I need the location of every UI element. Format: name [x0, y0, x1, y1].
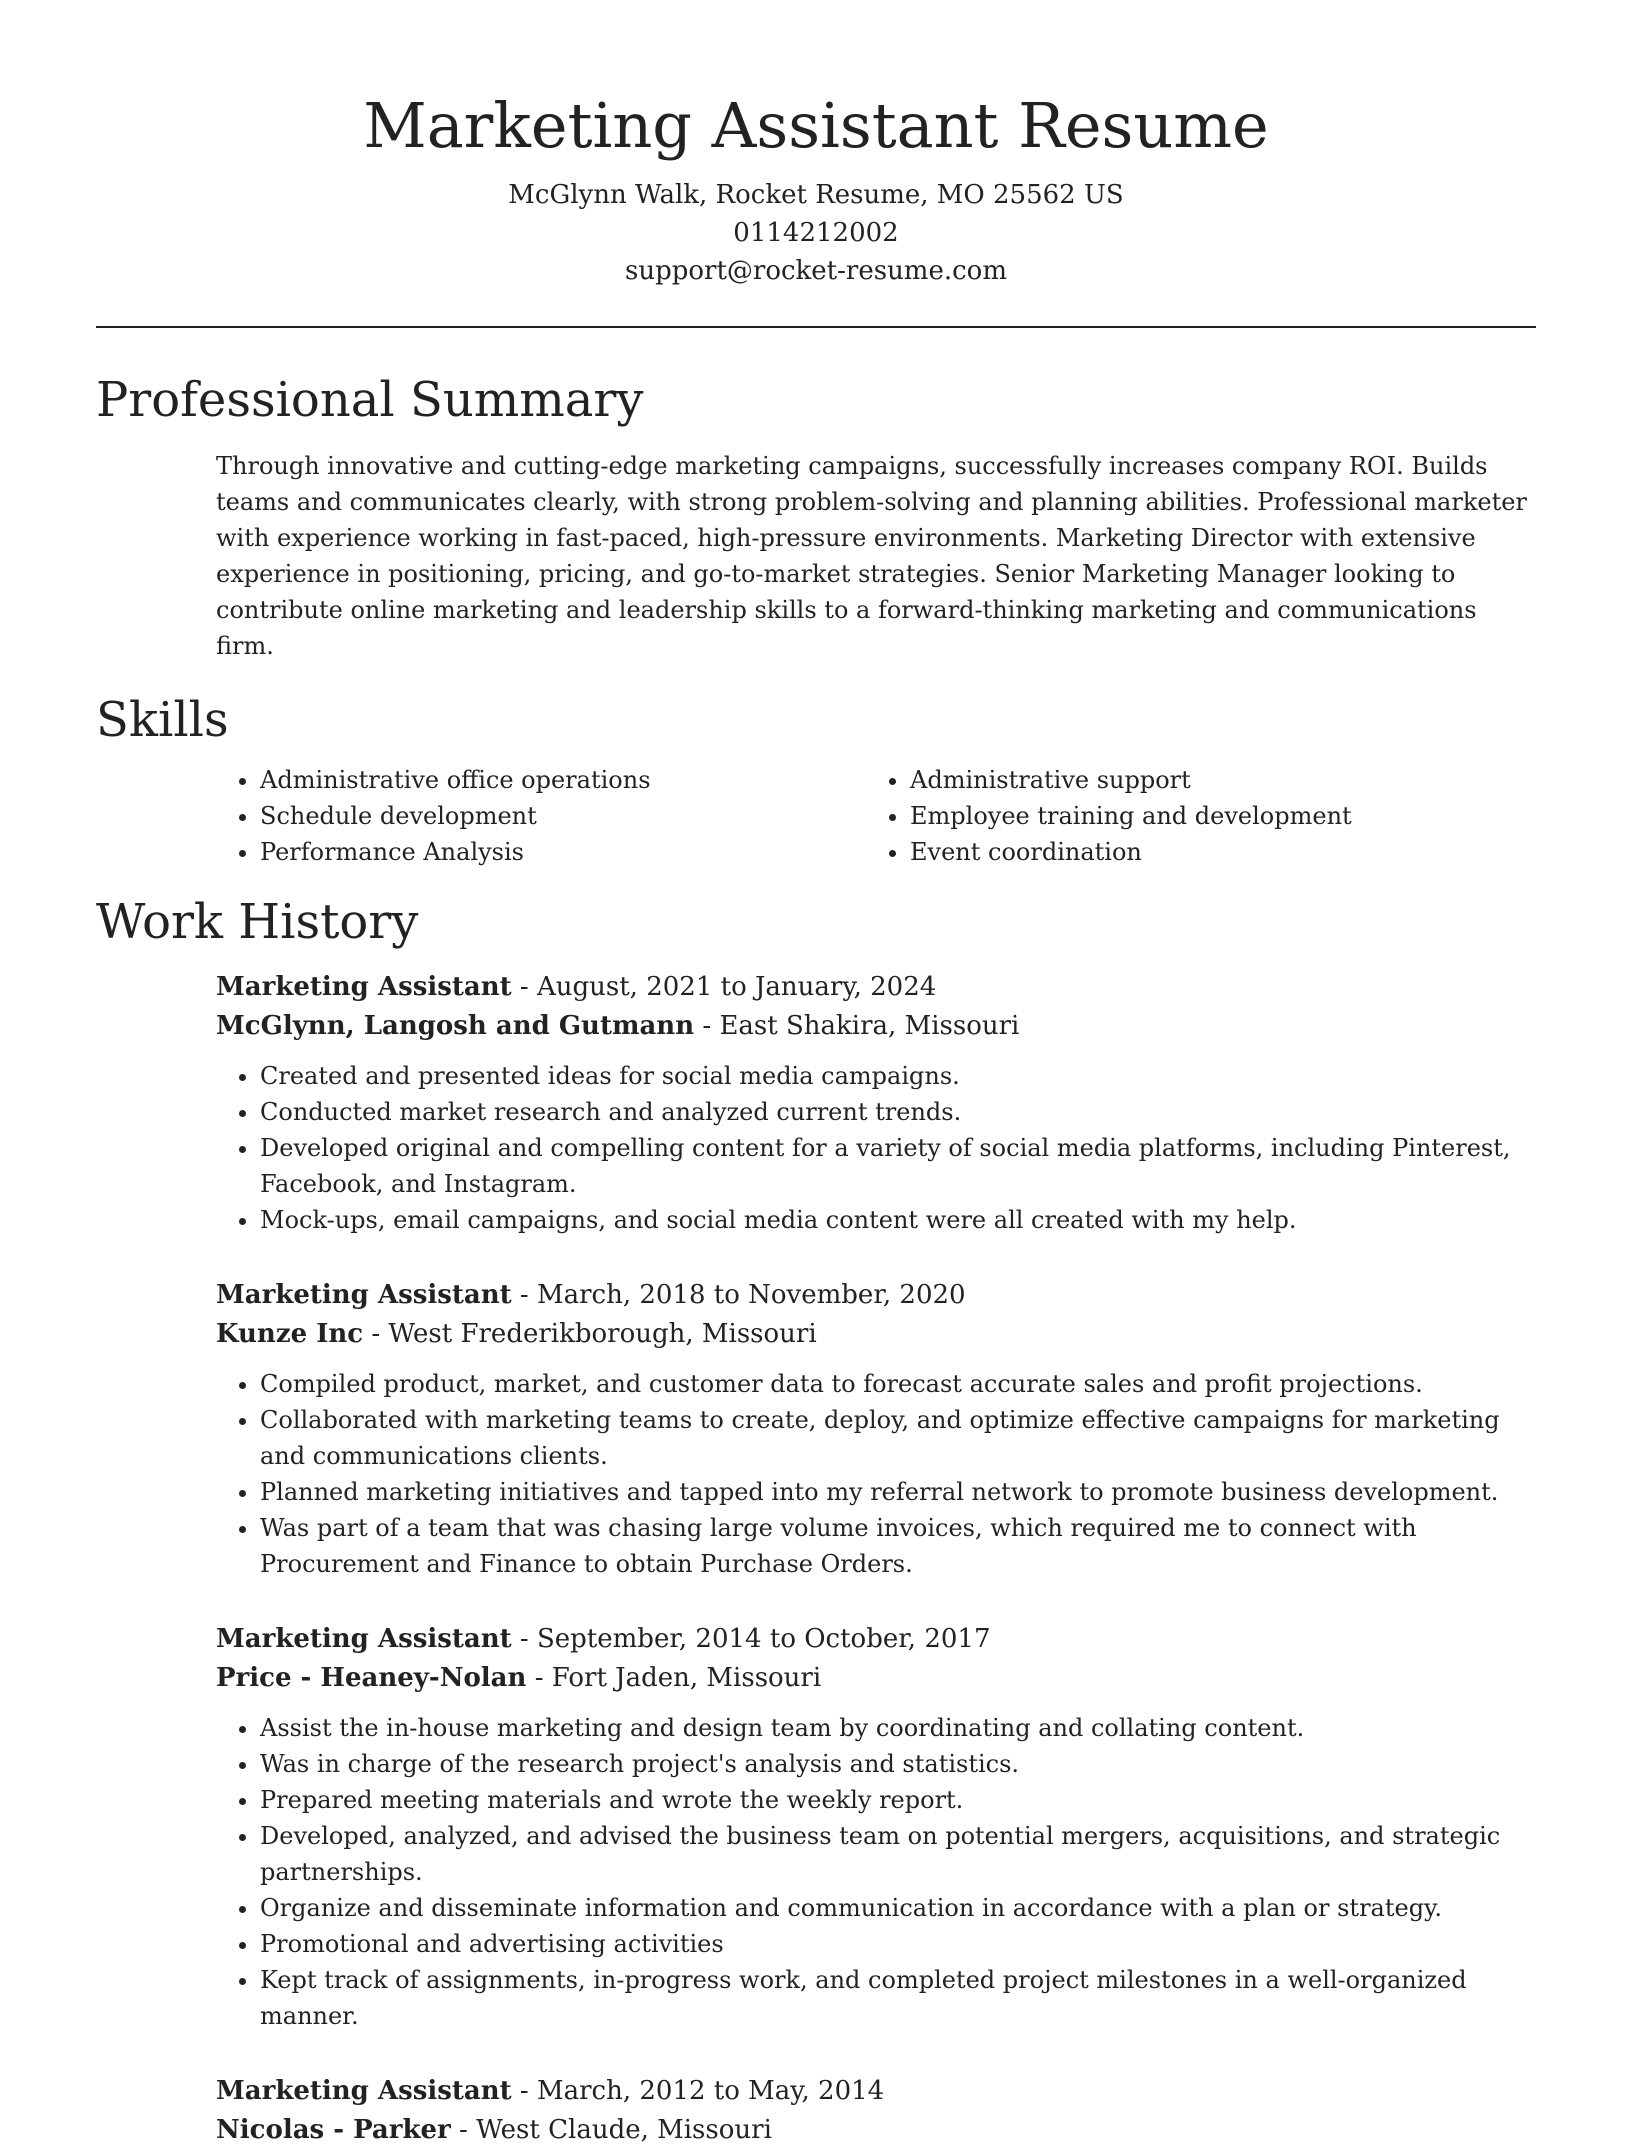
job-title: Marketing Assistant [216, 972, 512, 1002]
job-company: Kunze Inc [216, 1319, 364, 1349]
professional-summary-section [96, 370, 1536, 664]
job-title-line: Marketing Assistant - March, 2012 to May, 2014 [216, 2076, 885, 2106]
job-location: Fort Jaden, Missouri [551, 1663, 822, 1693]
header-divider [96, 326, 1536, 328]
job-bullet: • Mock-ups, email campaigns, and social media content were all created with my help. [260, 1202, 1536, 1238]
job-dates: August, 2021 to January, 2024 [536, 972, 937, 1002]
work-history-heading: Work History [96, 894, 419, 950]
job-company-line: McGlynn, Langosh and Gutmann - East Shakira, Missouri [216, 1011, 1020, 1041]
job-bullet: • Prepared meeting materials and wrote the weekly report. [260, 1782, 1536, 1818]
job-bullets [216, 1366, 1536, 1582]
job-bullet: • Promotional and advertising activities [260, 1926, 1536, 1962]
job-bullet: • Was part of a team that was chasing large volume invoices, which required me to connect with Procurement and Finance to obtain Purchase Orders. [260, 1510, 1536, 1582]
job-bullet: • Organize and disseminate information and communication in accordance with a plan or strategy. [260, 1890, 1536, 1926]
contact-email: support@rocket-resume.com [624, 256, 1007, 286]
skill-item: • Performance Analysis [260, 834, 866, 870]
job-company: Price - Heaney-Nolan [216, 1663, 527, 1693]
skills-section [96, 690, 1536, 870]
job-title: Marketing Assistant [216, 2076, 512, 2106]
job-bullet: • Compiled product, market, and customer data to forecast accurate sales and profit projections. [260, 1366, 1536, 1402]
job-entry [216, 968, 1536, 1238]
contact-phone: 0114212002 [733, 218, 899, 248]
job-bullet: • Assist the in-house marketing and design team by coordinating and collating content. [260, 1710, 1536, 1746]
job-bullet: • Created and presented ideas for social media campaigns. [260, 1058, 1536, 1094]
job-bullet: • Was in charge of the research project's analysis and statistics. [260, 1746, 1536, 1782]
job-title-line: Marketing Assistant - September, 2014 to October, 2017 [216, 1624, 991, 1654]
job-entry [216, 1276, 1536, 1582]
job-bullets [216, 1058, 1536, 1238]
job-bullets [216, 1710, 1536, 2034]
job-dates: March, 2012 to May, 2014 [536, 2076, 885, 2106]
summary-text: Through innovative and cutting-edge marketing campaigns, successfully increases company ROI. Builds teams and communicates clearly, with strong problem-solving and planning abilities. Professional marketer with experience working in fast-paced, high-pressure environments. Marketing Director with extensive experience in positioning, pricing, and go-to-market strategies. Senior Marketing Manager looking to contribute online marketing and leadership skills to a forward-thinking marketing and communications firm. [216, 452, 1527, 660]
job-company-line: Nicolas - Parker - West Claude, Missouri [216, 2115, 772, 2145]
job-bullet: • Conducted market research and analyzed current trends. [260, 1094, 1536, 1130]
job-company: Nicolas - Parker [216, 2115, 451, 2145]
job-entry [216, 1620, 1536, 2034]
job-title: Marketing Assistant [216, 1624, 512, 1654]
summary-heading: Professional Summary [96, 372, 644, 428]
job-title-line: Marketing Assistant - March, 2018 to November, 2020 [216, 1280, 966, 1310]
job-company: McGlynn, Langosh and Gutmann [216, 1011, 695, 1041]
skills-heading: Skills [96, 692, 229, 748]
job-location: East Shakira, Missouri [719, 1011, 1020, 1041]
skill-item: • Schedule development [260, 798, 866, 834]
job-bullet: • Collaborated with marketing teams to create, deploy, and optimize effective campaigns for marketing and communications clients. [260, 1402, 1536, 1474]
job-dates: September, 2014 to October, 2017 [536, 1624, 991, 1654]
job-dates: March, 2018 to November, 2020 [536, 1280, 966, 1310]
work-history-section [96, 892, 1536, 2150]
job-title: Marketing Assistant [216, 1280, 512, 1310]
job-location: West Claude, Missouri [476, 2115, 772, 2145]
job-bullet: • Developed, analyzed, and advised the business team on potential mergers, acquisitions, and strategic partnerships. [260, 1818, 1536, 1890]
job-location: West Frederikborough, Missouri [388, 1319, 817, 1349]
job-bullet: • Kept track of assignments, in-progress work, and completed project milestones in a well-organized manner. [260, 1962, 1536, 2034]
skill-item: • Administrative support [910, 762, 1516, 798]
job-title-line: Marketing Assistant - August, 2021 to January, 2024 [216, 972, 937, 1002]
resume-page [96, 0, 1536, 2150]
job-company-line: Price - Heaney-Nolan - Fort Jaden, Missouri [216, 1663, 822, 1693]
job-entry [216, 2072, 1536, 2150]
job-company-line: Kunze Inc - West Frederikborough, Missouri [216, 1319, 817, 1349]
skills-grid [216, 762, 1536, 870]
skills-right-list [866, 762, 1516, 870]
skill-item: • Employee training and development [910, 798, 1516, 834]
skill-item: • Administrative office operations [260, 762, 866, 798]
contact-address: McGlynn Walk, Rocket Resume, MO 25562 US [508, 180, 1124, 210]
job-bullet: • Developed original and compelling content for a variety of social media platforms, including Pinterest, Facebook, and Instagram. [260, 1130, 1536, 1202]
job-bullet: • Planned marketing initiatives and tapped into my referral network to promote business development. [260, 1474, 1536, 1510]
skills-left-list [216, 762, 866, 870]
skill-item: • Event coordination [910, 834, 1516, 870]
contact-block [96, 176, 1536, 290]
page-title: Marketing Assistant Resume [363, 89, 1269, 162]
